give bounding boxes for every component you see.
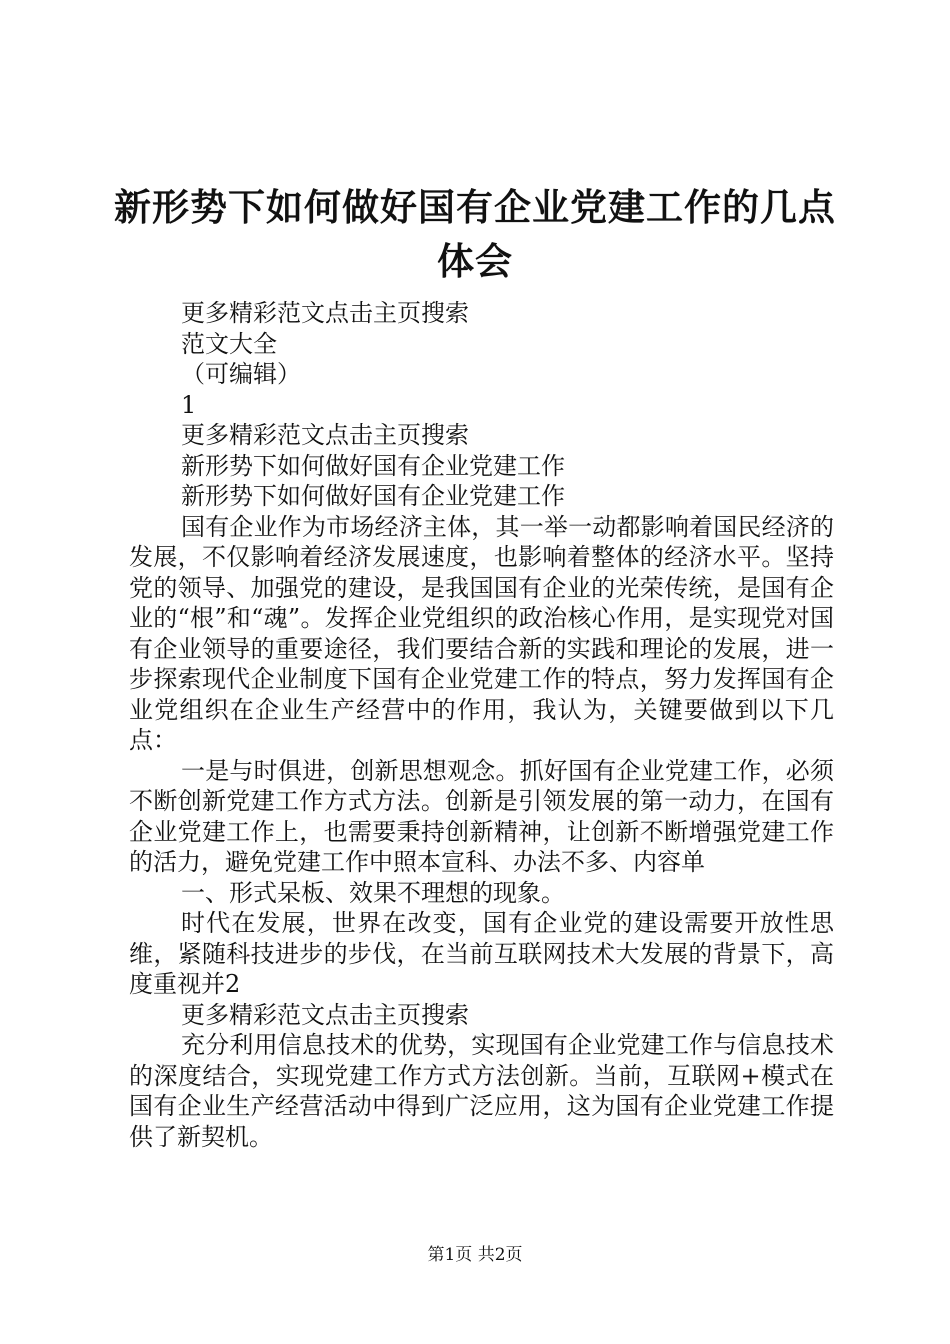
document-body	[129, 298, 834, 1152]
header-line: 范文大全	[181, 329, 277, 358]
header-line: 更多精彩范文点击主页搜索	[181, 421, 469, 449]
page-footer: 第1页 共2页	[427, 1245, 523, 1265]
header-line: 更多精彩范文点击主页搜索	[181, 299, 469, 327]
body-paragraph: 一、形式呆板、效果不理想的现象。	[181, 878, 565, 907]
body-paragraph: 充分利用信息技术的优势，实现国有企业党建工作与信息技术的深度结合，实现党建工作方式方法创新。当前，互联网+模式在国有企业生产经营活动中得到广泛应用，这为国有企业党建工作提供了新契机。	[129, 1031, 834, 1151]
body-paragraph: 时代在发展，世界在改变，国有企业党的建设需要开放性思维，紧随科技进步的步伐，在当前互联网技术大发展的背景下，高度重视并2	[129, 909, 834, 998]
header-line: 新形势下如何做好国有企业党建工作	[181, 482, 565, 510]
document-title: 新形势下如何做好国有企业党建工作的几点体会	[114, 185, 836, 283]
header-line: 新形势下如何做好国有企业党建工作	[181, 451, 565, 480]
header-line: （可编辑）	[181, 360, 301, 388]
mid-line: 更多精彩范文点击主页搜索	[181, 1000, 469, 1029]
body-paragraph: 一是与时俱进，创新思想观念。抓好国有企业党建工作，必须不断创新党建工作方式方法。创新是引领发展的第一动力，在国有企业党建工作上，也需要秉持创新精神，让创新不断增强党建工作的活力，避免党建工作中照本宣科、办法不多、内容单	[129, 756, 834, 876]
body-paragraph: 国有企业作为市场经济主体，其一举一动都影响着国民经济的发展，不仅影响着经济发展速度，也影响着整体的经济水平。坚持党的领导、加强党的建设，是我国国有企业的光荣传统，是国有企业的“根”和“魂”。发挥企业党组织的政治核心作用，是实现党对国有企业领导的重要途径，我们要结合新的实践和理论的发展，进一步探索现代企业制度下国有企业党建工作的特点，努力发挥国有企业党组织在企业生产经营中的作用，我认为，关键要做到以下几点：	[129, 512, 834, 754]
header-line: 1	[181, 390, 197, 419]
